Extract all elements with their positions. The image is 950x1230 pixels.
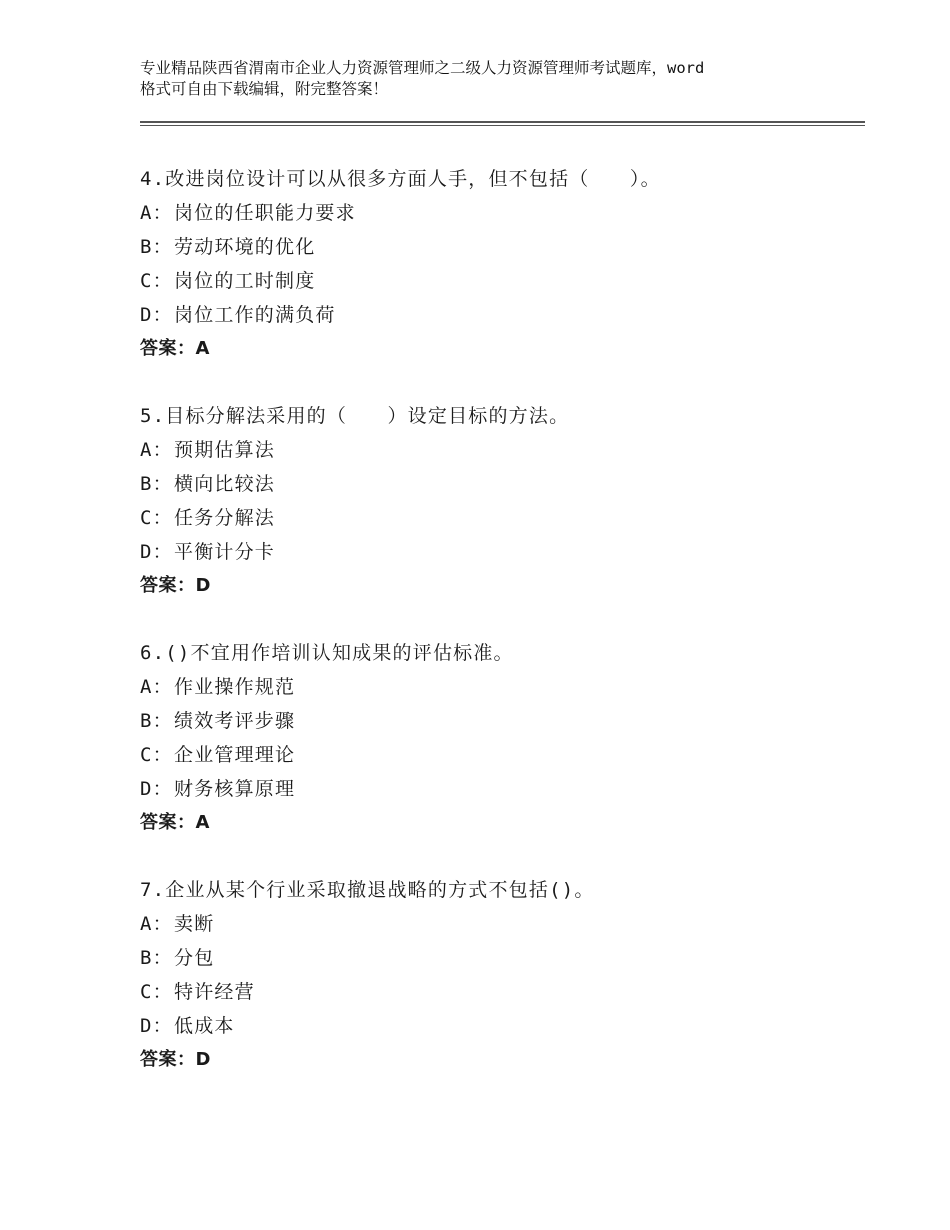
option-c bbox=[140, 738, 860, 772]
option-key: A： bbox=[140, 439, 173, 461]
header-divider-thin bbox=[140, 125, 865, 126]
option-b bbox=[140, 230, 860, 264]
header-divider bbox=[140, 121, 865, 123]
option-text: 财务核算原理 bbox=[174, 778, 296, 800]
option-key: B： bbox=[140, 236, 173, 258]
option-text: 作业操作规范 bbox=[174, 676, 296, 698]
option-d bbox=[140, 298, 860, 332]
option-text: 特许经营 bbox=[174, 981, 255, 1003]
document-header bbox=[140, 58, 840, 100]
question-text: 6.()不宜用作培训认知成果的评估标准。 bbox=[140, 642, 514, 664]
option-key: B： bbox=[140, 473, 173, 495]
answer-line: 答案：A bbox=[140, 812, 210, 833]
option-text: 任务分解法 bbox=[174, 507, 276, 529]
option-b bbox=[140, 467, 860, 501]
option-text: 低成本 bbox=[174, 1015, 235, 1037]
option-key: D： bbox=[140, 304, 173, 326]
question-text: 7.企业从某个行业采取撤退战略的方式不包括()。 bbox=[140, 879, 595, 901]
option-b bbox=[140, 941, 860, 975]
option-c bbox=[140, 501, 860, 535]
option-text: 分包 bbox=[174, 947, 215, 969]
option-text: 卖断 bbox=[174, 913, 215, 935]
option-d bbox=[140, 772, 860, 806]
option-d bbox=[140, 1009, 860, 1043]
option-d bbox=[140, 535, 860, 569]
header-line-2: 格式可自由下载编辑，附完整答案！ bbox=[140, 80, 389, 98]
option-key: A： bbox=[140, 676, 173, 698]
option-key: A： bbox=[140, 913, 173, 935]
option-key: C： bbox=[140, 507, 173, 529]
option-a bbox=[140, 907, 860, 941]
option-a bbox=[140, 433, 860, 467]
option-text: 平衡计分卡 bbox=[174, 541, 276, 563]
option-key: B： bbox=[140, 947, 173, 969]
option-key: A： bbox=[140, 202, 173, 224]
option-text: 绩效考评步骤 bbox=[174, 710, 296, 732]
question-text: 4.改进岗位设计可以从很多方面人手，但不包括（ ）。 bbox=[140, 168, 661, 190]
option-key: C： bbox=[140, 270, 173, 292]
option-key: C： bbox=[140, 981, 173, 1003]
option-key: D： bbox=[140, 1015, 173, 1037]
question-block bbox=[140, 399, 860, 603]
option-text: 预期估算法 bbox=[174, 439, 276, 461]
answer-line: 答案：D bbox=[140, 575, 211, 596]
option-text: 横向比较法 bbox=[174, 473, 276, 495]
question-block bbox=[140, 873, 860, 1077]
option-c bbox=[140, 975, 860, 1009]
option-key: B： bbox=[140, 710, 173, 732]
answer-line: 答案：D bbox=[140, 1049, 211, 1070]
option-text: 岗位的工时制度 bbox=[174, 270, 316, 292]
option-b bbox=[140, 704, 860, 738]
answer-line: 答案：A bbox=[140, 338, 210, 359]
question-block bbox=[140, 162, 860, 366]
option-text: 劳动环境的优化 bbox=[174, 236, 316, 258]
option-text: 岗位的任职能力要求 bbox=[174, 202, 356, 224]
option-text: 企业管理理论 bbox=[174, 744, 296, 766]
option-key: D： bbox=[140, 541, 173, 563]
question-list bbox=[140, 162, 860, 1110]
option-a bbox=[140, 196, 860, 230]
question-text: 5.目标分解法采用的（ ）设定目标的方法。 bbox=[140, 405, 570, 427]
option-c bbox=[140, 264, 860, 298]
header-line-1: 专业精品陕西省渭南市企业人力资源管理师之二级人力资源管理师考试题库，word bbox=[140, 59, 705, 77]
option-key: C： bbox=[140, 744, 173, 766]
question-block bbox=[140, 636, 860, 840]
option-a bbox=[140, 670, 860, 704]
option-key: D： bbox=[140, 778, 173, 800]
option-text: 岗位工作的满负荷 bbox=[174, 304, 336, 326]
